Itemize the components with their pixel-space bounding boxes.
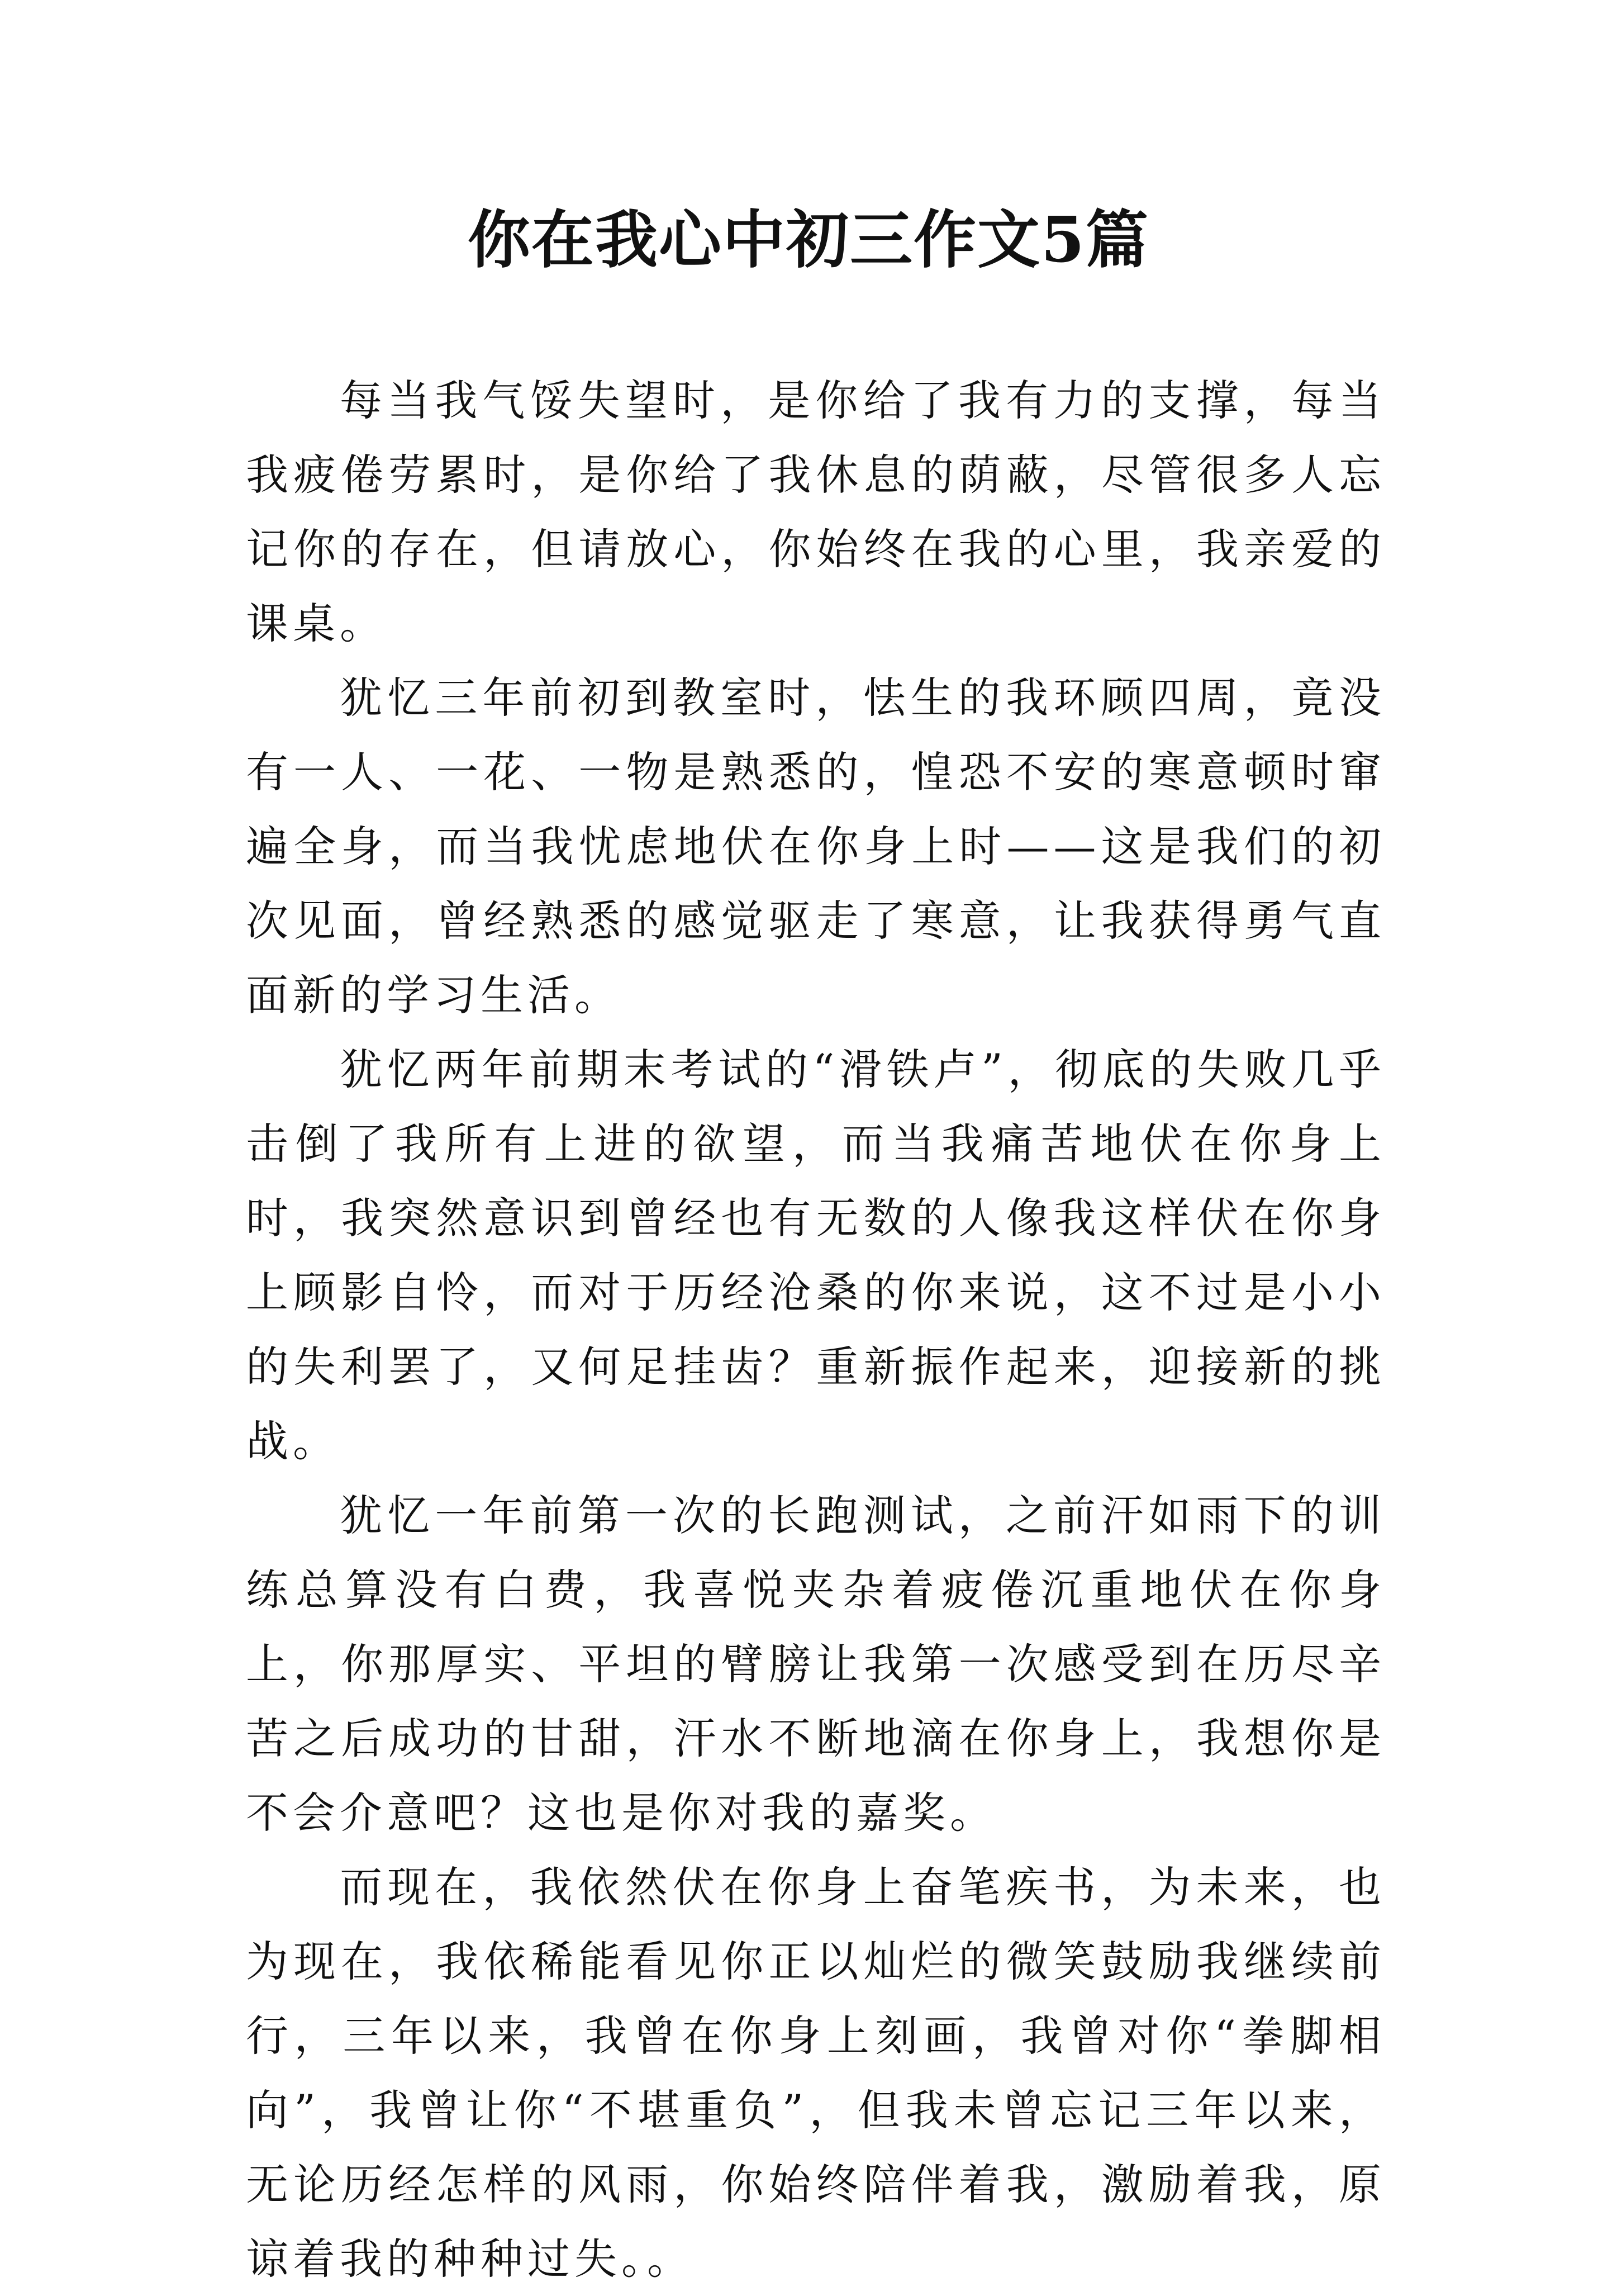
paragraph-3: 犹忆两年前期末考试的“滑铁卢”，彻底的失败几乎击倒了我所有上进的欲望，而当我痛苦地伏在你身上时，我突然意识到曾经也有无数的人像我这样伏在你身上顾影自怜，而对于历经沧桑的你来说，这不过是小小的失利罢了，又何足挂齿？重新振作起来，迎接新的挑战。 [246,1045,1386,1466]
page-title: 你在我心中初三作文5篇 [468,203,1149,277]
paragraph-4: 犹忆一年前第一次的长跑测试，之前汗如雨下的训练总算没有白费，我喜悦夹杂着疲倦沉重地伏在你身上，你那厚实、平坦的臂膀让我第一次感受到在历尽辛苦之后成功的甘甜，汗水不断地滴在你身上，我想你是不会介意吧？这也是你对我的嘉奖。 [246,1491,1386,1838]
paragraph-5: 而现在，我依然伏在你身上奋笔疾书，为未来，也为现在，我依稀能看见你正以灿烂的微笑鼓励我继续前行，三年以来，我曾在你身上刻画，我曾对你“拳脚相向”，我曾让你“不堪重负”，但我未曾忘记三年以来，无论历经怎样的风雨，你始终陪伴着我，激励着我，原谅着我的种种过失。。 [246,1862,1386,2284]
paragraph-1: 每当我气馁失望时，是你给了我有力的支撑，每当我疲倦劳累时，是你给了我休息的荫蔽，尽管很多人忘记你的存在，但请放心，你始终在我的心里，我亲爱的课桌。 [246,376,1386,648]
paragraph-2: 犹忆三年前初到教室时，怯生的我环顾四周，竟没有一人、一花、一物是熟悉的，惶恐不安的寒意顿时窜遍全身，而当我忧虑地伏在你身上时——这是我们的初次见面，曾经熟悉的感觉驱走了寒意，让我获得勇气直面新的学习生活。 [246,673,1386,1020]
essay-body [246,363,1386,2296]
